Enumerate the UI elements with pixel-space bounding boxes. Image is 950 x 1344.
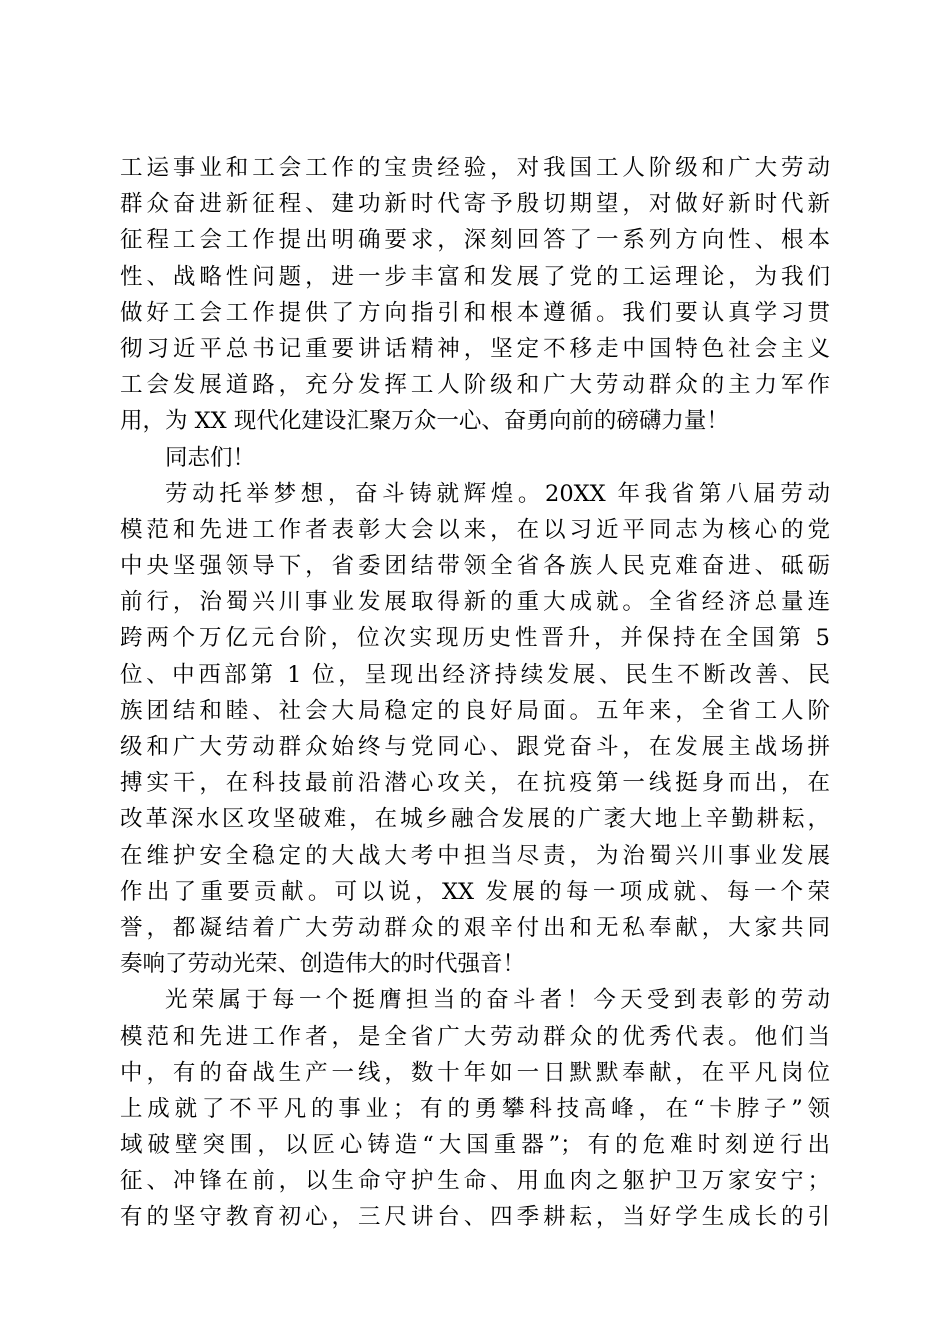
text-line: 在维护安全稳定的大战大考中担当尽责，为治蜀兴川事业发展 bbox=[120, 842, 830, 869]
text-line: 工会发展道路，充分发挥工人阶级和广大劳动群众的主力军作 bbox=[120, 372, 830, 399]
text-line: 性、战略性问题，进一步丰富和发展了党的工运理论，为我们 bbox=[120, 263, 830, 290]
text-line: 搏实干，在科技最前沿潜心攻关，在抗疫第一线挺身而出，在 bbox=[120, 770, 830, 797]
salutation-line: 同志们！ bbox=[165, 444, 256, 471]
text-line: 上成就了不平凡的事业；有的勇攀科技高峰，在“卡脖子”领 bbox=[120, 1095, 830, 1122]
text-line: 改革深水区攻坚破难，在城乡融合发展的广袤大地上辛勤耕耘， bbox=[120, 806, 830, 833]
text-line: 模范和先进工作者，是全省广大劳动群众的优秀代表。他们当 bbox=[120, 1023, 830, 1050]
text-line: 做好工会工作提供了方向指引和根本遵循。我们要认真学习贯 bbox=[120, 299, 830, 326]
paragraph-start-line: 光荣属于每一个挺膺担当的奋斗者！今天受到表彰的劳动 bbox=[165, 987, 830, 1014]
text-line: 彻习近平总书记重要讲话精神，坚定不移走中国特色社会主义 bbox=[120, 335, 830, 362]
text-line: 作出了重要贡献。可以说，XX 发展的每一项成就、每一个荣 bbox=[120, 878, 830, 905]
text-line: 跨两个万亿元台阶，位次实现历史性晋升，并保持在全国第 5 bbox=[120, 625, 830, 652]
text-line: 用，为 XX 现代化建设汇聚万众一心、奋勇向前的磅礴力量！ bbox=[120, 408, 729, 435]
text-line: 征程工会工作提出明确要求，深刻回答了一系列方向性、根本 bbox=[120, 227, 830, 254]
text-line: 位、中西部第 1 位，呈现出经济持续发展、民生不断改善、民 bbox=[120, 661, 830, 688]
text-line: 征、冲锋在前，以生命守护生命、用血肉之躯护卫万家安宁； bbox=[120, 1168, 830, 1195]
text-line: 中，有的奋战生产一线，数十年如一日默默奉献，在平凡岗位 bbox=[120, 1059, 830, 1086]
text-line: 群众奋进新征程、建功新时代寄予殷切期望，对做好新时代新 bbox=[120, 191, 830, 218]
text-line: 誉，都凝结着广大劳动群众的艰辛付出和无私奉献，大家共同 bbox=[120, 914, 830, 941]
paragraph-start-line: 劳动托举梦想，奋斗铸就辉煌。20XX 年我省第八届劳动 bbox=[165, 480, 830, 507]
text-line: 有的坚守教育初心，三尺讲台、四季耕耘，当好学生成长的引 bbox=[120, 1204, 830, 1231]
text-line: 域破壁突围，以匠心铸造“大国重器”；有的危难时刻逆行出 bbox=[120, 1132, 830, 1159]
body-text bbox=[120, 150, 830, 1236]
text-line: 前行，治蜀兴川事业发展取得新的重大成就。全省经济总量连 bbox=[120, 589, 830, 616]
text-line: 工运事业和工会工作的宝贵经验，对我国工人阶级和广大劳动 bbox=[120, 155, 830, 181]
text-line: 级和广大劳动群众始终与党同心、跟党奋斗，在发展主战场拼 bbox=[120, 734, 830, 760]
text-line: 模范和先进工作者表彰大会以来，在以习近平同志为核心的党 bbox=[120, 516, 830, 543]
text-line: 中央坚强领导下，省委团结带领全省各族人民克难奋进、砥砺 bbox=[120, 553, 830, 580]
text-line: 族团结和睦、社会大局稳定的良好局面。五年来，全省工人阶 bbox=[120, 697, 830, 724]
text-line: 奏响了劳动光荣、创造伟大的时代强音！ bbox=[120, 951, 526, 978]
